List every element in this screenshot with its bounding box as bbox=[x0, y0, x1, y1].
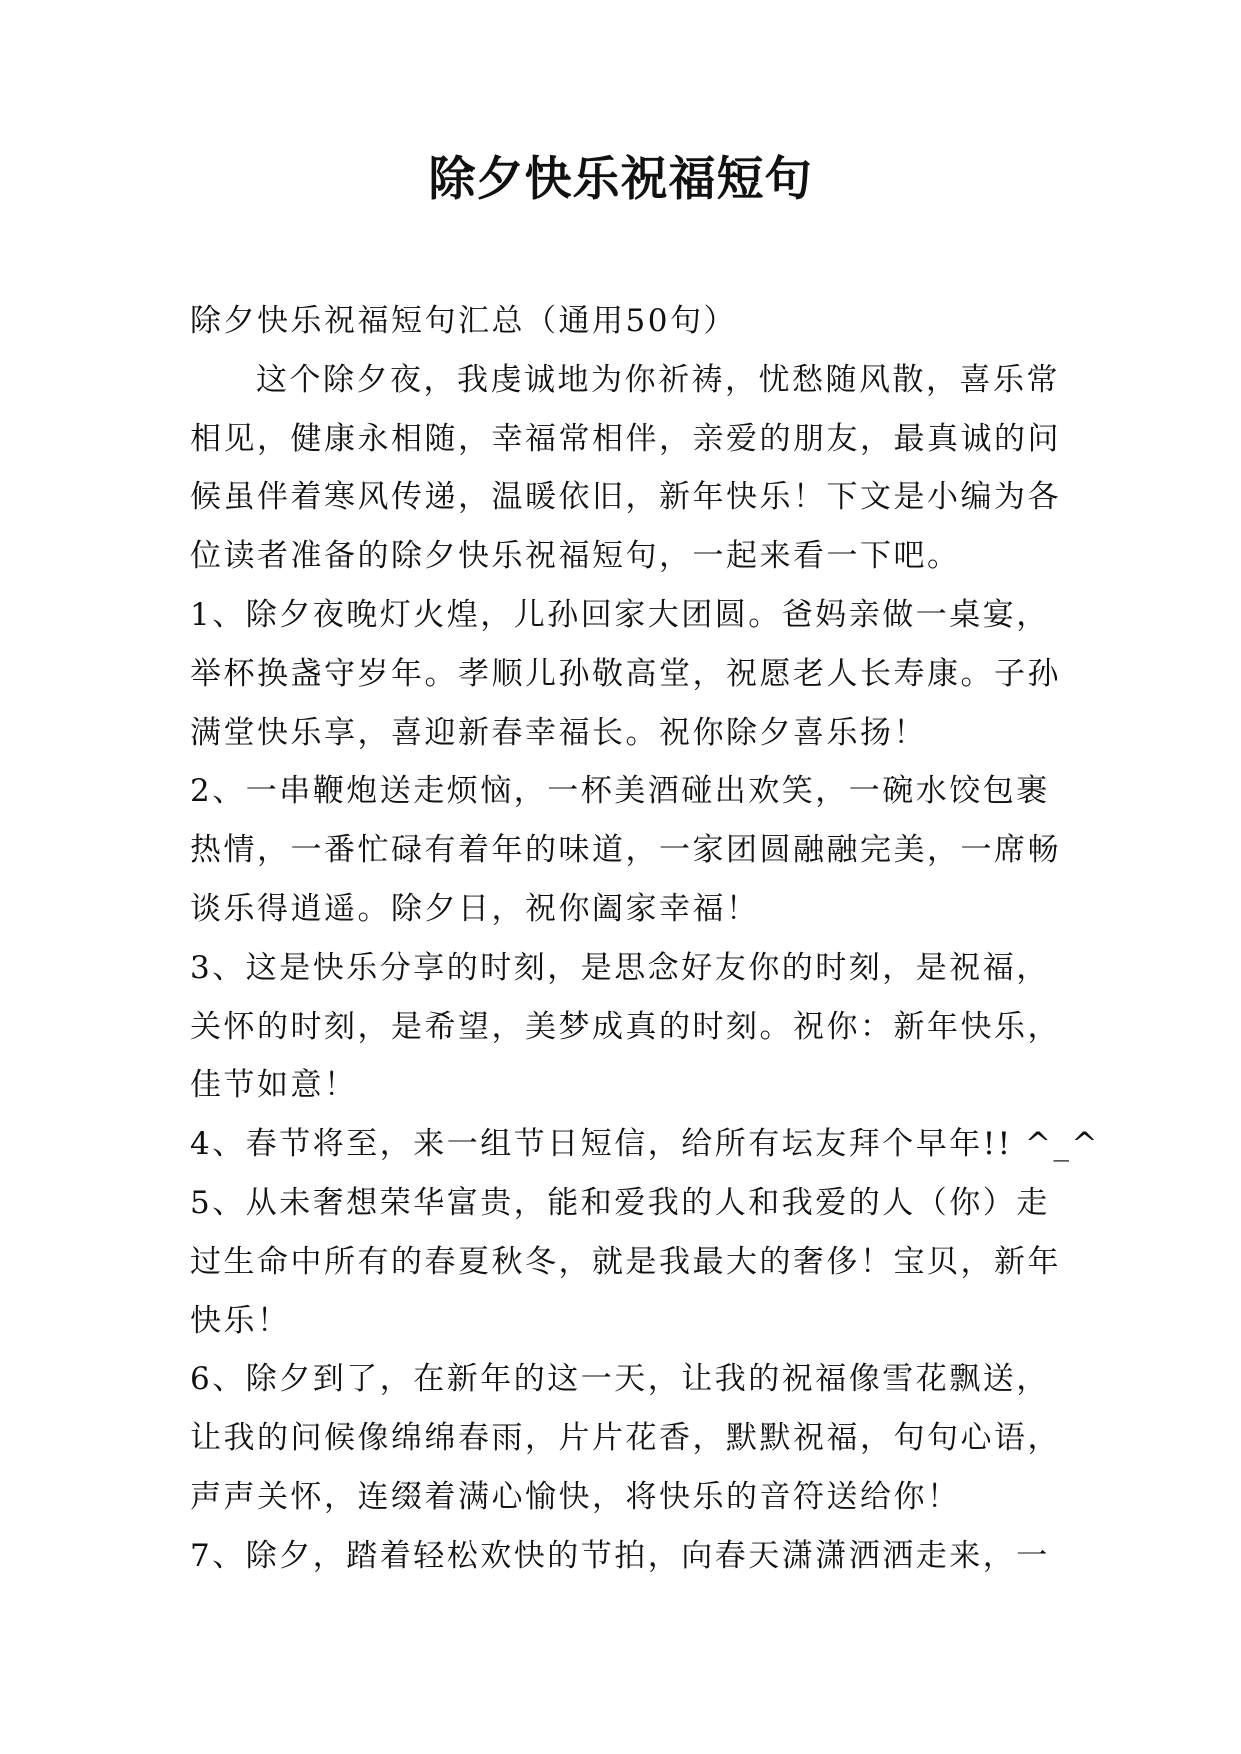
text-line: 佳节如意！ bbox=[190, 1067, 358, 1104]
text-line: 位读者准备的除夕快乐祝福短句，一起来看一下吧。 bbox=[190, 538, 961, 575]
text-line: 2、一串鞭炮送走烦恼，一杯美酒碰出欢笑，一碗水饺包裹 bbox=[190, 773, 1050, 810]
text-line: 过生命中所有的春夏秋冬，就是我最大的奢侈！宝贝，新年 bbox=[190, 1243, 1061, 1280]
text-line: 谈乐得逍遥。除夕日，祝你阖家幸福！ bbox=[190, 890, 760, 927]
document-title: 除夕快乐祝福短句 bbox=[428, 152, 813, 207]
text-line: 让我的问候像绵绵春雨，片片花香，默默祝福，句句心语， bbox=[190, 1420, 1061, 1457]
text-line: 除夕快乐祝福短句汇总（通用50句） bbox=[190, 303, 737, 339]
text-line: 快乐！ bbox=[190, 1302, 291, 1339]
text-line: 相见，健康永相随，幸福常相伴，亲爱的朋友，最真诚的问 bbox=[190, 420, 1061, 457]
text-line: 举杯换盏守岁年。孝顺儿孙敬高堂，祝愿老人长寿康。子孙 bbox=[190, 655, 1061, 692]
text-line: 这个除夕夜，我虔诚地为你祈祷，忧愁随风散，喜乐常 bbox=[256, 361, 1060, 398]
text-line: 声声关怀，连缀着满心愉快，将快乐的音符送给你！ bbox=[190, 1478, 961, 1515]
text-line: 7、除夕，踏着轻松欢快的节拍，向春天潇潇洒洒走来，一 bbox=[190, 1537, 1050, 1574]
text-line: 6、除夕到了，在新年的这一天，让我的祝福像雪花飘送， bbox=[190, 1361, 1050, 1398]
text-line: 5、从未奢想荣华富贵，能和爱我的人和我爱的人（你）走 bbox=[190, 1184, 1050, 1221]
text-line: 1、除夕夜晚灯火煌，儿孙回家大团圆。爸妈亲做一桌宴， bbox=[190, 596, 1050, 633]
text-line: 关怀的时刻，是希望，美梦成真的时刻。祝你：新年快乐， bbox=[190, 1008, 1061, 1045]
document-body bbox=[190, 292, 1100, 1586]
text-line: 4、春节将至，来一组节日短信，给所有坛友拜个早年!! ^_^ bbox=[190, 1126, 1100, 1163]
text-line: 满堂快乐享，喜迎新春幸福长。祝你除夕喜乐扬！ bbox=[190, 714, 927, 751]
text-line: 3、这是快乐分享的时刻，是思念好友你的时刻，是祝福， bbox=[190, 949, 1050, 986]
text-line: 热情，一番忙碌有着年的味道，一家团圆融融完美，一席畅 bbox=[190, 832, 1061, 869]
text-line: 候虽伴着寒风传递，温暖依旧，新年快乐！下文是小编为各 bbox=[190, 479, 1061, 516]
